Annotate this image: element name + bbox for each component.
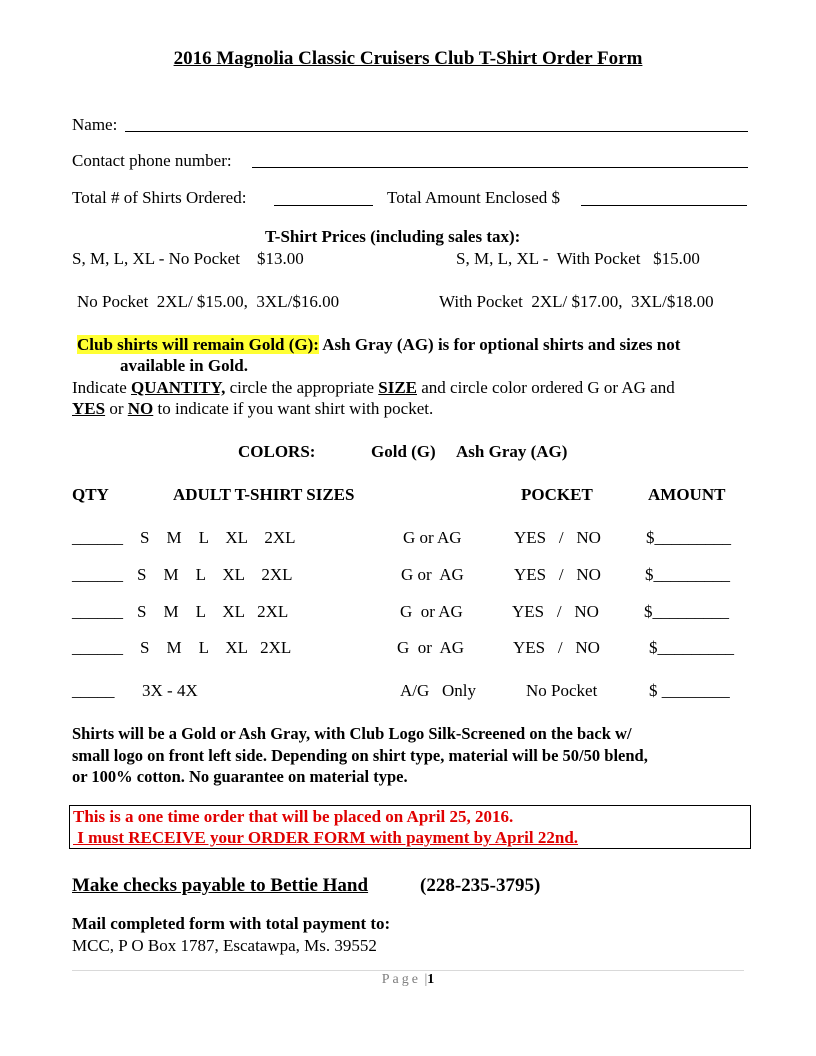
header-qty: QTY [72,485,109,504]
indicate-quantity: QUANTITY, [131,378,226,397]
row-pocket[interactable]: YES / NO [514,565,601,584]
mail-address: MCC, P O Box 1787, Escatawpa, Ms. 39552 [72,936,377,955]
description-line-1: Shirts will be a Gold or Ash Gray, with Club Logo Silk-Screened on the back w/ [72,724,632,743]
description-line-3: or 100% cotton. No guarantee on material type. [72,767,408,786]
price-no-pocket-basic: S, M, L, XL - No Pocket $13.00 [72,249,304,268]
header-sizes: ADULT T-SHIRT SIZES [173,485,355,504]
row-qty[interactable]: ______ [72,565,123,584]
gold-note-cont: available in Gold. [120,356,248,375]
row-color[interactable]: G or AG [397,638,465,657]
notice-line-2: I must RECEIVE your ORDER FORM with payment by April 22nd. [73,828,579,847]
color-gold: Gold (G) [371,442,436,461]
row-color[interactable]: G or AG [403,528,462,547]
gold-note-rest: Ash Gray (AG) is for optional shirts and sizes not [318,335,681,354]
indicate-line-1 [72,378,675,398]
indicate-text: Indicate [72,378,131,397]
form-title: 2016 Magnolia Classic Cruisers Club T-Shirt Order Form [173,48,643,69]
row-amount[interactable]: $_________ [646,528,731,547]
phone-label: Contact phone number: [72,151,232,170]
indicate-yes: YES [72,399,106,418]
gold-note-highlight: Club shirts will remain Gold (G): [77,335,319,354]
row-pocket[interactable]: YES / NO [513,638,600,657]
total-amount-input-line[interactable] [581,205,747,206]
payable-text: Make checks payable to Bettie Hand [72,875,369,896]
row-sizes[interactable]: S M L XL 2XL [137,565,293,584]
row-qty[interactable]: ______ [72,528,123,547]
header-amount: AMOUNT [648,485,726,504]
prices-heading: T-Shirt Prices (including sales tax): [265,227,521,246]
row-sizes[interactable]: S M L XL 2XL [140,528,296,547]
name-label: Name: [72,115,118,134]
price-with-pocket-basic: S, M, L, XL - With Pocket $15.00 [456,249,700,268]
row-qty[interactable]: ______ [72,602,123,621]
row-pocket[interactable]: YES / NO [514,528,601,547]
row-color[interactable]: G or AG [400,602,463,621]
page-number: 1 [427,972,435,987]
row-color: A/G Only [400,681,477,700]
header-pocket: POCKET [521,485,593,504]
row-sizes: 3X - 4X [142,681,198,700]
colors-label: COLORS: [238,442,316,461]
row-amount[interactable]: $_________ [644,602,729,621]
row-qty[interactable]: ______ [72,638,123,657]
phone-input-line[interactable] [252,167,748,168]
indicate-no: NO [127,399,154,418]
indicate-size: SIZE [378,378,417,397]
payable-phone: (228-235-3795) [420,875,541,896]
indicate-text: to indicate if you want shirt with pocket. [153,399,434,418]
price-with-pocket-plus: With Pocket 2XL/ $17.00, 3XL/$18.00 [439,292,714,311]
color-ash-gray: Ash Gray (AG) [456,442,568,461]
row-amount[interactable]: $ ________ [649,681,730,700]
gold-note [77,335,680,355]
row-qty[interactable]: _____ [72,681,115,700]
indicate-text: or [105,399,128,418]
total-amount-label: Total Amount Enclosed $ [387,188,561,207]
row-color[interactable]: G or AG [401,565,464,584]
row-pocket[interactable]: YES / NO [512,602,599,621]
row-amount[interactable]: $_________ [649,638,734,657]
name-input-line[interactable] [125,131,748,132]
row-amount[interactable]: $_________ [645,565,730,584]
row-pocket: No Pocket [526,681,598,700]
indicate-line-2 [72,399,433,419]
price-no-pocket-plus: No Pocket 2XL/ $15.00, 3XL/$16.00 [77,292,340,311]
indicate-text: circle the appropriate [225,378,379,397]
indicate-text: and circle color ordered G or AG and [417,378,675,397]
notice-line-1: This is a one time order that will be placed on April 25, 2016. [73,807,514,826]
mail-heading: Mail completed form with total payment to: [72,914,391,933]
page-footer [0,972,816,988]
row-sizes[interactable]: S M L XL 2XL [137,602,289,621]
footer-divider [72,970,744,971]
page-separator: | [424,972,428,987]
total-shirts-label: Total # of Shirts Ordered: [72,188,247,207]
description-line-2: small logo on front left side. Depending on shirt type, material will be 50/50 blend, [72,746,648,765]
total-shirts-input-line[interactable] [274,205,373,206]
row-sizes[interactable]: S M L XL 2XL [140,638,292,657]
page-label: Page [381,972,421,987]
